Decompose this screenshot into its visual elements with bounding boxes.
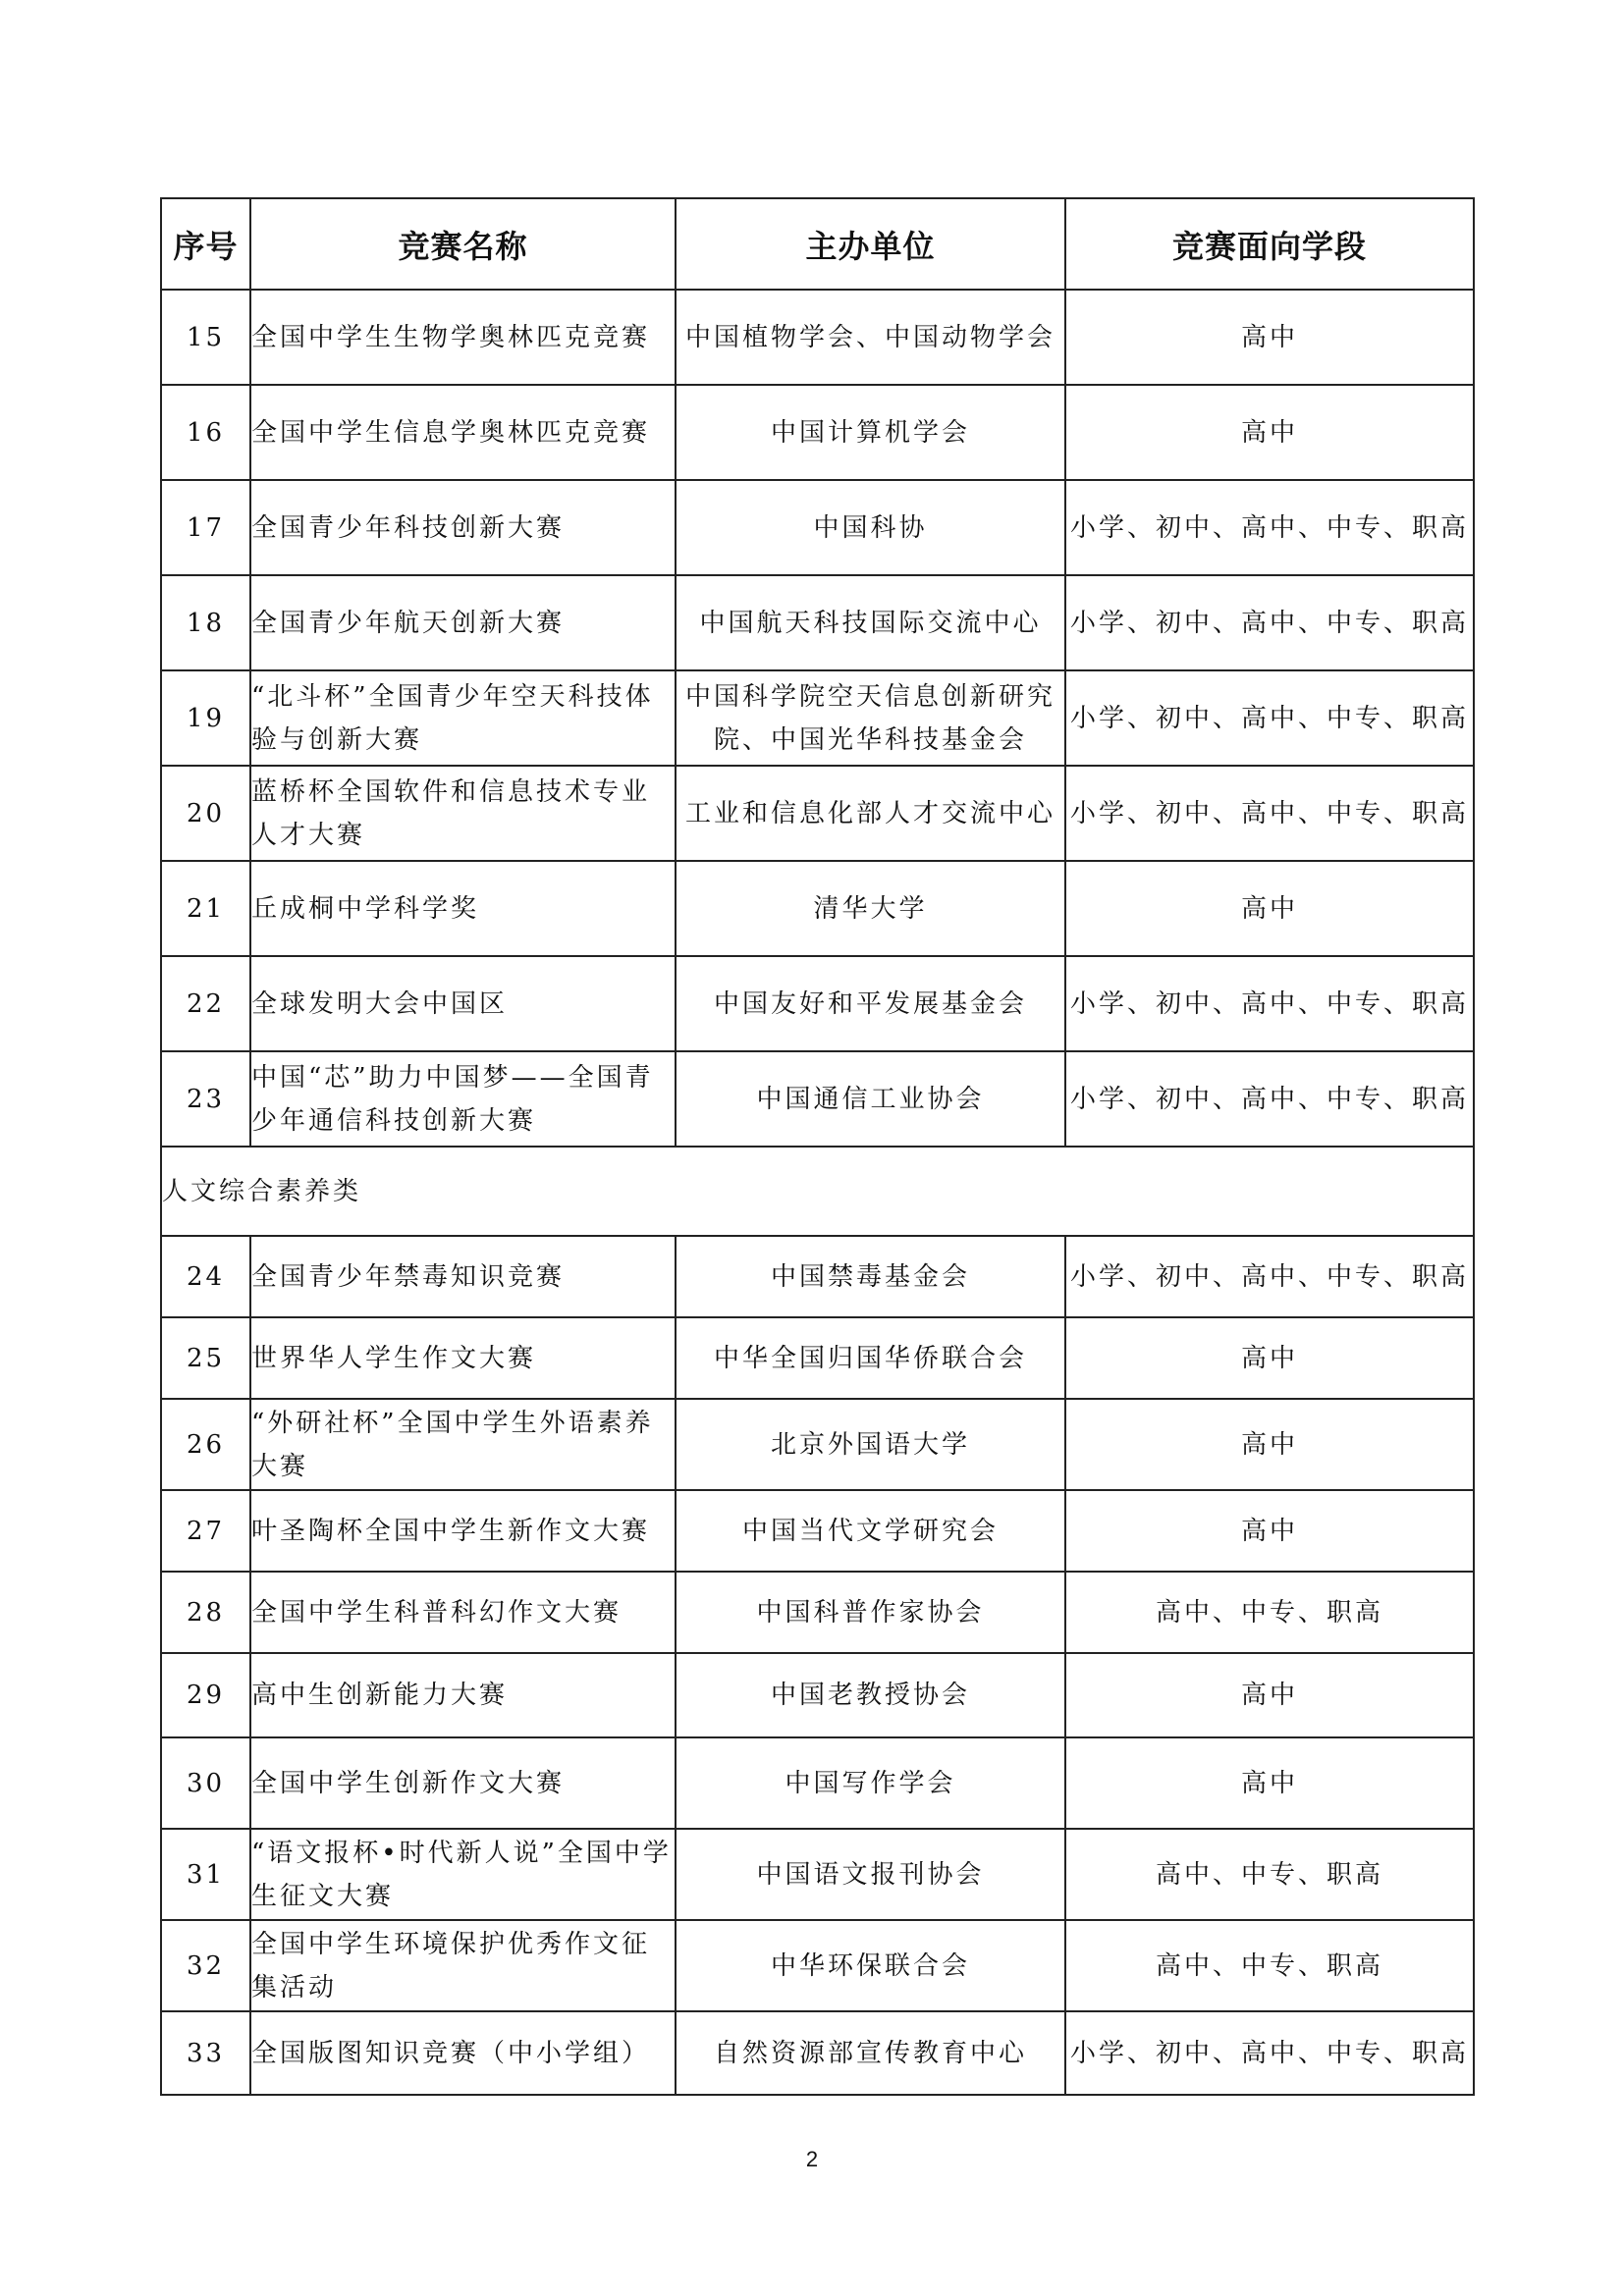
table-row (161, 290, 1474, 385)
header-row (161, 198, 1474, 290)
table-row (161, 1490, 1474, 1572)
table-row (161, 480, 1474, 575)
school-stage: 高中、中专、职高 (1065, 1829, 1474, 1920)
competition-name: 全国中学生环境保护优秀作文征集活动 (250, 1920, 676, 2011)
school-stage: 高中 (1065, 1317, 1474, 1399)
school-stage: 小学、初中、高中、中专、职高 (1065, 670, 1474, 766)
organizer: 中国写作学会 (676, 1737, 1065, 1829)
competition-name: 全球发明大会中国区 (250, 956, 676, 1051)
row-number: 24 (161, 1236, 250, 1317)
table-row (161, 1829, 1474, 1920)
table-header (161, 198, 1474, 290)
row-number: 16 (161, 385, 250, 480)
category-label: 人文综合素养类 (161, 1147, 1474, 1236)
table-row (161, 670, 1474, 766)
competition-name: 全国青少年科技创新大赛 (250, 480, 676, 575)
header-seq: 序号 (161, 198, 250, 290)
row-number: 20 (161, 766, 250, 861)
header-name: 竞赛名称 (250, 198, 676, 290)
competition-name: 高中生创新能力大赛 (250, 1653, 676, 1737)
row-number: 32 (161, 1920, 250, 2011)
competition-name: 全国中学生信息学奥林匹克竞赛 (250, 385, 676, 480)
organizer: 中国科协 (676, 480, 1065, 575)
table-row (161, 1920, 1474, 2011)
row-number: 28 (161, 1572, 250, 1653)
competition-name: 蓝桥杯全国软件和信息技术专业人才大赛 (250, 766, 676, 861)
row-number: 22 (161, 956, 250, 1051)
row-number: 29 (161, 1653, 250, 1737)
table-row (161, 1236, 1474, 1317)
organizer: 中国语文报刊协会 (676, 1829, 1065, 1920)
competition-name: 叶圣陶杯全国中学生新作文大赛 (250, 1490, 676, 1572)
table-body (161, 290, 1474, 2095)
row-number: 18 (161, 575, 250, 670)
organizer: 中国通信工业协会 (676, 1051, 1065, 1147)
row-number: 27 (161, 1490, 250, 1572)
school-stage: 高中 (1065, 385, 1474, 480)
school-stage: 高中、中专、职高 (1065, 1920, 1474, 2011)
row-number: 21 (161, 861, 250, 956)
table-row (161, 861, 1474, 956)
school-stage: 小学、初中、高中、中专、职高 (1065, 1051, 1474, 1147)
header-org: 主办单位 (676, 198, 1065, 290)
competition-name: 中国“芯”助力中国梦——全国青少年通信科技创新大赛 (250, 1051, 676, 1147)
organizer: 清华大学 (676, 861, 1065, 956)
organizer: 自然资源部宣传教育中心 (676, 2011, 1065, 2095)
competition-name: 全国青少年禁毒知识竞赛 (250, 1236, 676, 1317)
category-row (161, 1147, 1474, 1236)
row-number: 26 (161, 1399, 250, 1490)
table-row (161, 766, 1474, 861)
table-row (161, 1737, 1474, 1829)
table-row (161, 575, 1474, 670)
organizer: 中华全国归国华侨联合会 (676, 1317, 1065, 1399)
table-row (161, 2011, 1474, 2095)
row-number: 25 (161, 1317, 250, 1399)
school-stage: 小学、初中、高中、中专、职高 (1065, 766, 1474, 861)
organizer: 中国友好和平发展基金会 (676, 956, 1065, 1051)
school-stage: 高中、中专、职高 (1065, 1572, 1474, 1653)
school-stage: 高中 (1065, 861, 1474, 956)
page-number: 2 (805, 2147, 819, 2171)
competition-name: “北斗杯”全国青少年空天科技体验与创新大赛 (250, 670, 676, 766)
organizer: 中国科学院空天信息创新研究院、中国光华科技基金会 (676, 670, 1065, 766)
school-stage: 小学、初中、高中、中专、职高 (1065, 1236, 1474, 1317)
row-number: 19 (161, 670, 250, 766)
competition-name: 世界华人学生作文大赛 (250, 1317, 676, 1399)
school-stage: 小学、初中、高中、中专、职高 (1065, 480, 1474, 575)
school-stage: 小学、初中、高中、中专、职高 (1065, 2011, 1474, 2095)
school-stage: 小学、初中、高中、中专、职高 (1065, 956, 1474, 1051)
row-number: 31 (161, 1829, 250, 1920)
competition-name: “外研社杯”全国中学生外语素养大赛 (250, 1399, 676, 1490)
header-stage: 竞赛面向学段 (1065, 198, 1474, 290)
school-stage: 高中 (1065, 1399, 1474, 1490)
organizer: 中国植物学会、中国动物学会 (676, 290, 1065, 385)
table-row (161, 385, 1474, 480)
organizer: 中国航天科技国际交流中心 (676, 575, 1065, 670)
organizer: 中国计算机学会 (676, 385, 1065, 480)
table-row (161, 956, 1474, 1051)
organizer: 中国科普作家协会 (676, 1572, 1065, 1653)
row-number: 15 (161, 290, 250, 385)
organizer: 北京外国语大学 (676, 1399, 1065, 1490)
organizer: 中国当代文学研究会 (676, 1490, 1065, 1572)
row-number: 23 (161, 1051, 250, 1147)
organizer: 中国老教授协会 (676, 1653, 1065, 1737)
table-row (161, 1572, 1474, 1653)
table-row (161, 1653, 1474, 1737)
competition-name: 全国青少年航天创新大赛 (250, 575, 676, 670)
competition-name: 全国版图知识竞赛（中小学组） (250, 2011, 676, 2095)
school-stage: 小学、初中、高中、中专、职高 (1065, 575, 1474, 670)
school-stage: 高中 (1065, 1653, 1474, 1737)
table-row (161, 1317, 1474, 1399)
competition-name: 全国中学生科普科幻作文大赛 (250, 1572, 676, 1653)
competition-name: 全国中学生创新作文大赛 (250, 1737, 676, 1829)
organizer: 中华环保联合会 (676, 1920, 1065, 2011)
row-number: 17 (161, 480, 250, 575)
organizer: 中国禁毒基金会 (676, 1236, 1065, 1317)
competition-name: 全国中学生生物学奥林匹克竞赛 (250, 290, 676, 385)
school-stage: 高中 (1065, 290, 1474, 385)
row-number: 30 (161, 1737, 250, 1829)
competition-table (160, 197, 1475, 2096)
school-stage: 高中 (1065, 1490, 1474, 1572)
table-row (161, 1051, 1474, 1147)
table-row (161, 1399, 1474, 1490)
competition-name: “语文报杯•时代新人说”全国中学生征文大赛 (250, 1829, 676, 1920)
school-stage: 高中 (1065, 1737, 1474, 1829)
organizer: 工业和信息化部人才交流中心 (676, 766, 1065, 861)
competition-name: 丘成桐中学科学奖 (250, 861, 676, 956)
row-number: 33 (161, 2011, 250, 2095)
